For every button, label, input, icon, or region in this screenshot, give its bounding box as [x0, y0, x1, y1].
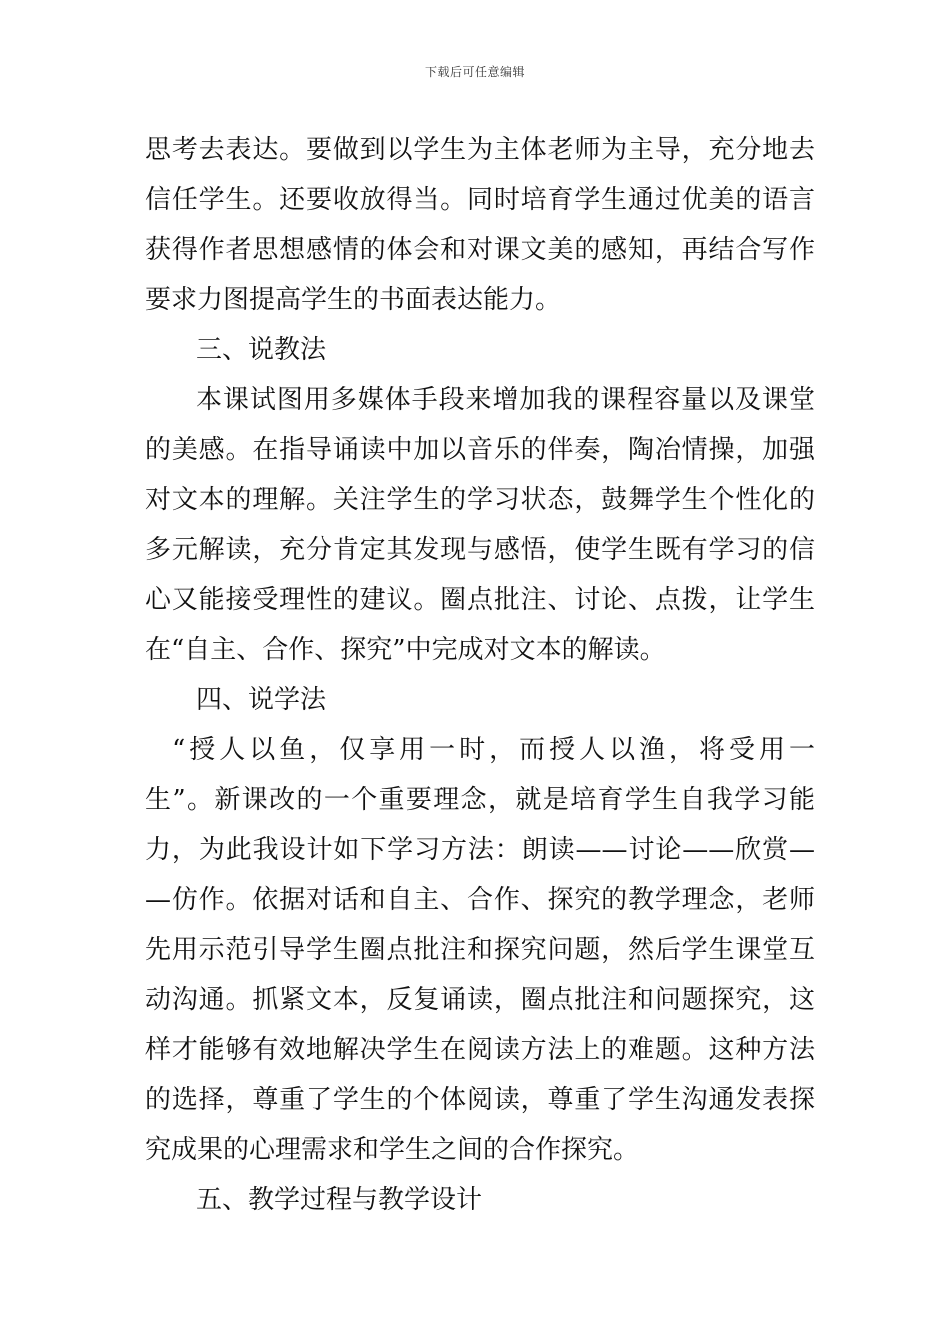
body-line: 获得作者思想感情的体会和对课文美的感知，再结合写作 [145, 235, 815, 265]
section-heading: 五、教学过程与教学设计 [196, 1185, 483, 1215]
body-line: 多元解读，充分肯定其发现与感悟，使学生既有学习的信 [145, 535, 815, 565]
body-line: 的美感。在指导诵读中加以音乐的伴奏，陶冶情操，加强 [145, 435, 815, 465]
body-line: 信任学生。还要收放得当。同时培育学生通过优美的语言 [145, 185, 815, 215]
body-line: 对文本的理解。关注学生的学习状态，鼓舞学生个性化的 [145, 485, 815, 515]
body-line: 在“自主、合作、探究”中完成对文本的解读。 [145, 635, 666, 665]
body-line: 动沟通。抓紧文本，反复诵读，圈点批注和问题探究，这 [145, 985, 815, 1015]
body-line: 先用示范引导学生圈点批注和探究问题，然后学生课堂互 [145, 935, 815, 965]
body-line: 究成果的心理需求和学生之间的合作探究。 [145, 1135, 640, 1165]
body-line: “授人以鱼，仅享用一时，而授人以渔，将受用一 [172, 735, 815, 765]
body-line: 要求力图提高学生的书面表达能力。 [145, 285, 562, 315]
body-line: 生”。新课改的一个重要理念，就是培育学生自我学习能 [145, 785, 815, 815]
section-heading: 四、说学法 [196, 685, 327, 715]
body-line: 本课试图用多媒体手段来增加我的课程容量以及课堂 [196, 385, 815, 415]
body-line: 思考去表达。要做到以学生为主体老师为主导，充分地去 [145, 135, 815, 165]
body-line: 心又能接受理性的建议。圈点批注、讨论、点拨，让学生 [145, 585, 815, 615]
body-line: —仿作。依据对话和自主、合作、探究的教学理念，老师 [145, 885, 815, 915]
body-line: 力，为此我设计如下学习方法：朗读——讨论——欣赏— [145, 835, 815, 865]
section-heading: 三、说教法 [196, 335, 327, 365]
page-header: 下载后可任意编辑 [424, 65, 525, 79]
body-line: 样才能够有效地解决学生在阅读方法上的难题。这种方法 [145, 1035, 815, 1065]
body-line: 的选择，尊重了学生的个体阅读，尊重了学生沟通发表探 [145, 1085, 815, 1115]
